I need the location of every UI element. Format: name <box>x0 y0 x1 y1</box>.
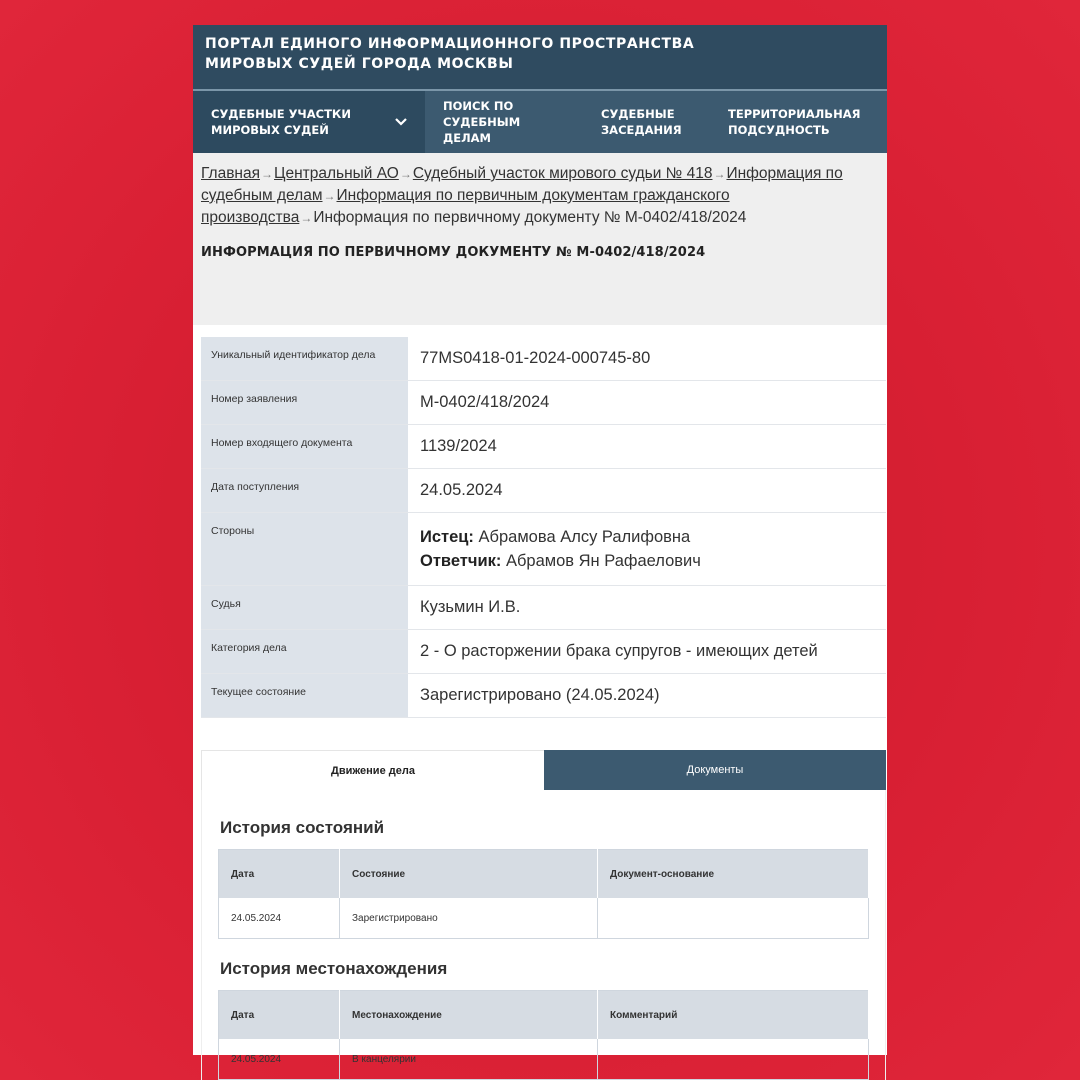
portal-title-line2: МИРОВЫХ СУДЕЙ ГОРОДА МОСКВЫ <box>205 56 514 72</box>
tab-case-movement[interactable]: Движение дела <box>201 750 544 790</box>
cell-state: Зарегистрировано <box>340 898 598 939</box>
state-history-title: История состояний <box>220 818 385 837</box>
status-label: Текущее состояние <box>201 674 408 718</box>
location-history-table <box>218 990 869 1080</box>
table-row <box>219 1039 869 1080</box>
column-header-comment: Комментарий <box>598 991 869 1040</box>
uid-value: 77MS0418-01-2024-000745-80 <box>408 337 886 381</box>
cell-date: 24.05.2024 <box>219 1039 340 1080</box>
main-nav <box>193 91 887 153</box>
receipt-date-label: Дата поступления <box>201 469 408 513</box>
table-row <box>219 898 869 939</box>
status-value: Зарегистрировано (24.05.2024) <box>408 674 886 718</box>
portal-title-line1: ПОРТАЛ ЕДИНОГО ИНФОРМАЦИОННОГО ПРОСТРАНСТВА <box>205 36 695 52</box>
application-number-value: М-0402/418/2024 <box>408 381 886 425</box>
column-header-state: Состояние <box>340 850 598 899</box>
details-row <box>201 513 886 586</box>
case-movement-panel <box>201 790 886 1080</box>
receipt-date-value: 24.05.2024 <box>408 469 886 513</box>
breadcrumb-link-home[interactable]: Главная <box>201 165 260 182</box>
breadcrumb-link-cases[interactable]: Информация по судебным делам <box>201 165 843 204</box>
nav-label: СУДЕБНЫЕ <box>601 107 675 121</box>
details-row <box>201 337 886 381</box>
cell-date: 24.05.2024 <box>219 898 340 939</box>
nav-item-case-search[interactable] <box>425 91 583 153</box>
details-row <box>201 425 886 469</box>
cell-location: В канцелярии <box>340 1039 598 1080</box>
arrow-right-icon: → <box>261 167 273 181</box>
details-row <box>201 381 886 425</box>
details-row <box>201 586 886 630</box>
nav-item-jurisdiction[interactable] <box>710 91 887 153</box>
arrow-right-icon: → <box>323 189 336 203</box>
arrow-right-icon: → <box>399 167 412 181</box>
plaintiff-label: Истец: <box>420 528 474 546</box>
page-title: ИНФОРМАЦИЯ ПО ПЕРВИЧНОМУ ДОКУМЕНТУ № М-0402/418/2024 <box>201 245 706 260</box>
details-row <box>201 630 886 674</box>
plaintiff-value: Абрамова Алсу Ралифовна <box>478 528 691 546</box>
cell-basis-document <box>598 898 869 939</box>
arrow-right-icon: → <box>713 167 726 181</box>
chevron-down-icon[interactable] <box>395 114 407 130</box>
location-history-title: История местонахождения <box>220 959 448 978</box>
defendant-label: Ответчик: <box>420 552 502 570</box>
table-header-row <box>219 991 869 1040</box>
portal-page <box>193 25 887 1065</box>
judge-label: Судья <box>201 586 408 630</box>
details-row <box>201 674 886 718</box>
column-header-date: Дата <box>219 850 340 899</box>
case-details-table <box>201 337 886 718</box>
breadcrumb-current: Информация по первичному документу № М-0402/418/2024 <box>313 209 747 226</box>
state-history-table <box>218 849 869 939</box>
table-header-row <box>219 850 869 899</box>
nav-label: ЗАСЕДАНИЯ <box>601 123 682 137</box>
breadcrumb-link-primary-docs[interactable]: Информация по первичным документам гражданского производства <box>201 187 730 226</box>
column-header-date: Дата <box>219 991 340 1040</box>
case-tabs <box>201 750 886 790</box>
details-row <box>201 469 886 513</box>
nav-label: ПОДСУДНОСТЬ <box>728 123 830 137</box>
column-header-location: Местонахождение <box>340 991 598 1040</box>
breadcrumb-link-district[interactable]: Центральный АО <box>274 165 399 182</box>
column-header-basis-document: Документ-основание <box>598 850 869 899</box>
nav-label: МИРОВЫХ СУДЕЙ <box>211 123 329 137</box>
defendant-value: Абрамов Ян Рафаелович <box>505 552 701 570</box>
nav-item-court-districts[interactable] <box>193 91 425 153</box>
arrow-right-icon: → <box>300 211 313 225</box>
nav-label: ТЕРРИТОРИАЛЬНАЯ <box>728 107 861 121</box>
parties-value <box>408 513 886 586</box>
nav-label: СУДЕБНЫМ ДЕЛАМ <box>443 115 521 145</box>
category-label: Категория дела <box>201 630 408 674</box>
breadcrumb-area <box>193 153 887 325</box>
nav-item-hearings[interactable] <box>583 91 710 153</box>
judge-value: Кузьмин И.В. <box>408 586 886 630</box>
breadcrumb-link-court[interactable]: Судебный участок мирового судьи № 418 <box>412 165 713 182</box>
category-value: 2 - О расторжении брака супругов - имеющих детей <box>408 630 886 674</box>
parties-label: Стороны <box>201 513 408 586</box>
cell-comment <box>598 1039 869 1080</box>
application-number-label: Номер заявления <box>201 381 408 425</box>
breadcrumb <box>201 163 879 229</box>
uid-label: Уникальный идентификатор дела <box>201 337 408 381</box>
nav-label: СУДЕБНЫЕ УЧАСТКИ <box>211 107 351 121</box>
tab-documents[interactable]: Документы <box>544 750 886 790</box>
nav-label: ПОИСК ПО <box>443 99 514 113</box>
incoming-number-label: Номер входящего документа <box>201 425 408 469</box>
portal-header <box>193 25 887 89</box>
incoming-number-value: 1139/2024 <box>408 425 886 469</box>
